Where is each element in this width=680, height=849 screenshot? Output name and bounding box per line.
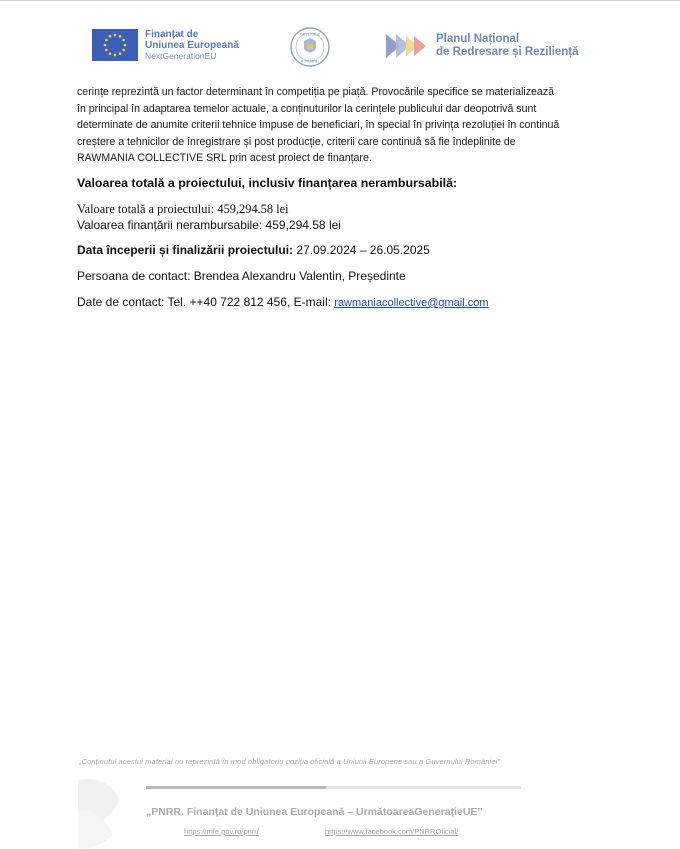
project-value-heading: Valoarea totală a proiectului, inclusiv finanțarea nerambursabilă: [77, 176, 458, 190]
top-divider [0, 0, 680, 1]
footer-disclaimer: „Conținutul acestui material nu reprezintă în mod obligatoriu poziția oficială a Uniunii Europene sau a Guvernului României” [79, 757, 500, 766]
date-label: Data începerii și finalizării proiectului: [77, 243, 294, 257]
total-value-line: Valoare totală a proiectului: 459,294.58 lei [77, 202, 289, 216]
svg-text:ROMÂNIEI: ROMÂNIEI [301, 59, 319, 64]
pnrr-logo-line1: Planul Național [436, 33, 520, 45]
nonreimbursable-value-line: Valoarea finanțării nerambursabile: 459,294.58 lei [77, 218, 341, 232]
eu-star-icon [119, 35, 122, 38]
pnrr-flags-icon [384, 32, 430, 60]
paragraph-line: creștere a tehnicilor de înregistrare și post producție, criterii care continuă să fie îndeplinite de [77, 135, 516, 148]
paragraph-line: determinate de anumite criterii tehnice impuse de beneficiari, în special în privința rezoluției în continuă [77, 119, 560, 131]
pnrr-logo-text [436, 33, 579, 59]
eu-star-icon [122, 39, 125, 42]
project-dates [77, 243, 430, 257]
contact-details-label: Date de contact: Tel. ++40 722 812 456, E-mail: [77, 295, 335, 309]
contact-person: Persoana de contact: Brendea Alexandru Valentin, Președinte [77, 269, 406, 283]
project-description [77, 84, 607, 167]
eu-star-icon [119, 52, 122, 55]
eu-flag-icon [92, 29, 138, 61]
eu-star-icon [109, 52, 112, 55]
eu-star-icon [105, 39, 108, 42]
paragraph-line: cerințe reprezintă un factor determinant în competiția pe piață. Provocările specifice se materializează [77, 86, 554, 98]
date-value: 27.09.2024 – 26.05.2025 [293, 243, 430, 257]
eu-star-icon [104, 44, 107, 47]
guvernul-romaniei-seal-icon [290, 27, 330, 67]
pnrr-logo-line2: de Redresare și Reziliență [436, 46, 579, 58]
eu-logo-text [145, 29, 239, 62]
eu-star-icon [109, 35, 112, 38]
paragraph-line: RAWMANIA COLLECTIVE SRL prin acest proiect de finanțare. [77, 152, 372, 164]
footer-divider [146, 786, 521, 789]
eu-star-icon [105, 49, 108, 52]
eu-star-icon [122, 49, 125, 52]
email-link[interactable]: rawmaniacollective@gmail.com [334, 297, 489, 309]
svg-text:GUVERNUL: GUVERNUL [300, 32, 320, 37]
eu-logo-line2: Uniunea Europeană [145, 40, 239, 51]
eu-logo-line1: Finanțat de [145, 29, 199, 40]
eu-star-icon [124, 44, 127, 47]
project-values [77, 201, 341, 233]
paragraph-line: în principal în adaptarea temelor actuale, a conținuturilor la cerințele publicului dar deopotrivă sunt [77, 102, 537, 115]
footer-decoration-icon [78, 770, 138, 849]
footer-title: „PNRR. Finanțat de Uniunea Europeană – UrmătoareaGenerațieUE” [146, 806, 483, 818]
footer-link-facebook[interactable]: https://www.facebook.com/PNRROficial/ [325, 827, 459, 836]
contact-details [77, 295, 489, 309]
footer-link-mfe[interactable]: https://mfe.gov.ro/pnrr/ [184, 827, 259, 836]
eu-funding-logo [92, 29, 239, 62]
eu-logo-line3: NextGenerationEU [145, 51, 217, 61]
pnrr-logo [384, 32, 579, 60]
eu-star-icon [114, 54, 117, 57]
eu-star-icon [114, 34, 117, 37]
